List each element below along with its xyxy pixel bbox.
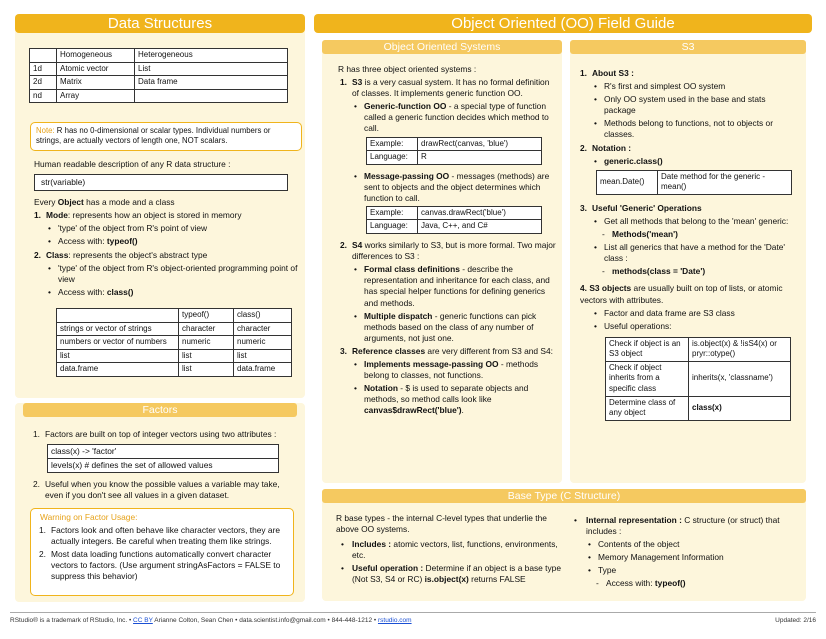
note-label: Note: — [36, 126, 55, 135]
base-type-panel — [322, 489, 806, 601]
str-code-box — [34, 174, 288, 191]
class-bullet-2: • Access with: class() — [48, 286, 134, 297]
includes-item: • Includes : atomic vectors, list, functions, environments, etc. — [341, 539, 558, 561]
note-text: R has no 0-dimensional or scalar types. Individual numbers or strings, are actually vectors of length one, NOT scalars. — [36, 126, 271, 146]
useful-code-1: - Methods('mean') — [602, 229, 678, 240]
ds-body — [34, 159, 299, 300]
formal-class-item: • Formal class definitions - describe the representation and inheritance for each class, and has special helper functions for defining generics and methods. — [354, 264, 550, 308]
useful-code-2: - methods(class = 'Date') — [602, 266, 706, 277]
notation-heading: 2. Notation : — [580, 142, 632, 153]
data-structures-header: Data Structures — [15, 14, 305, 33]
human-desc: Human readable description of any R data structure : — [34, 159, 231, 169]
implements-mp-item: • Implements message-passing OO - methods belong to classes, not functions. — [354, 358, 539, 381]
factors-header: Factors — [23, 403, 297, 417]
mode-bullet-2: • Access with: typeof() — [48, 236, 138, 247]
typeof-class-table: typeof() class() strings or vector of strings character character numbers or vector of numbers numeric numeric list list list data.frame list data.frame — [56, 308, 292, 377]
useful-operation-item: • Useful operation : Determine if an object is a base type (Not S3, S4 or RC) is.object(x) returns FALSE — [341, 563, 561, 585]
base-type-left — [336, 513, 566, 588]
factors-item-1: 1. Factors are built on top of integer vectors using two attributes : — [33, 429, 277, 439]
s3-item: 1. S3 is a very casual system. It has no formal definition of classes. It implements generic function OO. — [340, 77, 550, 99]
message-passing-item: • Message-passing OO - messages (methods) are sent to objects and the object determines which function to call. — [354, 170, 550, 203]
useful-bullet-1: • Get all methods that belong to the 'mean' generic: — [594, 215, 789, 226]
ds-dimension-table: Homogeneous Heterogeneous 1d Atomic vector List 2d Matrix Data frame nd Array — [29, 48, 288, 103]
about-bullet-1: • R's first and simplest OO system — [594, 81, 726, 92]
useful-operations-table: Check if object is an S3 object is.object(x) & !isS4(x) or pryr::otype() Check if object inherits from a specific class inherits(x, 'classname') Determine class of any object class(x) — [605, 337, 791, 421]
s3-body — [580, 66, 798, 421]
notation-bullet: • generic.class() — [594, 155, 663, 166]
internal-rep-item: • Internal representation : C structure (or struct) that includes : — [574, 515, 780, 537]
base-type-right — [574, 513, 800, 592]
notation-table: mean.Date() Date method for the generic - mean() — [596, 170, 792, 195]
footer-updated: Updated: 2/16 — [775, 617, 816, 624]
useful-bullet-2: • List all generics that have a method for the 'Date' class : — [594, 242, 786, 264]
oo-systems-panel — [322, 40, 562, 483]
internal-bullet-2: • Memory Management Information — [588, 552, 724, 563]
class-bullet-1: • 'type' of the object from R's object-oriented programming point of view — [48, 262, 298, 284]
cc-by-link[interactable]: CC BY — [133, 617, 153, 624]
footer-trademark: RStudio® is a trademark of RStudio, Inc. • — [10, 617, 134, 624]
rstudio-link[interactable]: rstudio.com — [377, 617, 412, 624]
notation-item: • Notation - $ is used to separate objects and methods, so method calls look like canvas$drawRect('blue'). — [354, 383, 529, 416]
reference-classes-item: 3. Reference classes are very different from S3 and S4: — [340, 345, 553, 356]
generic-function-table: Example: drawRect(canvas, 'blue') Language: R — [366, 137, 542, 165]
s3-header: S3 — [570, 40, 806, 54]
s3-objects-item: 4. S3 objects are usually built on top of lists, or atomic vectors with attributes. — [580, 283, 783, 305]
oo-field-guide-header: Object Oriented (OO) Field Guide — [314, 14, 812, 33]
mode-bullet-1: • 'type' of the object from R's point of view — [48, 223, 208, 234]
internal-sub-bullet: - Access with: typeof() — [596, 578, 686, 589]
warning-item-1: 1. Factors look and often behave like character vectors, they are actually integers. Be careful when treating them like strings. — [39, 525, 281, 547]
class-item: 2. Class: represents the object's abstract type — [34, 249, 208, 260]
s3-objects-bullet-2: • Useful operations: — [594, 320, 672, 331]
factor-code-1: class(x) -> 'factor' — [47, 444, 279, 459]
about-bullet-2: • Only OO system used in the base and stats package — [594, 94, 766, 116]
str-code: str(variable) — [41, 177, 86, 188]
footer-authors: Arianne Colton, Sean Chen • data.scientist.info@gmail.com • 844-448-1212 • — [152, 617, 378, 624]
about-bullet-3: • Methods belong to functions, not to objects or classes. — [594, 118, 774, 140]
oo-intro: R has three object oriented systems : — [338, 64, 477, 74]
oo-systems-body — [330, 64, 556, 418]
generic-function-item: • Generic-function OO - a special type of function called a generic function decides which method to call. — [354, 101, 549, 134]
oo-systems-header: Object Oriented Systems — [322, 40, 562, 54]
factors-panel — [15, 403, 305, 602]
ds-type-table-wrap — [29, 48, 288, 103]
s3-panel — [570, 40, 806, 483]
warning-item-2: 2. Most data loading functions automatically convert character vectors to factors. (Use argument stringAsFactors = FALSE to suppress this behavior) — [39, 549, 281, 582]
typeof-table-wrap — [56, 308, 292, 377]
message-passing-table: Example: canvas.drawRect('blue') Language: Java, C++, and C# — [366, 206, 542, 234]
base-type-header: Base Type (C Structure) — [322, 489, 806, 503]
warning-title: Warning on Factor Usage: — [40, 512, 138, 522]
footer — [10, 612, 816, 626]
data-structures-panel — [15, 14, 305, 398]
multiple-dispatch-item: • Multiple dispatch - generic functions can pick methods based on the class of any number of arguments, not just one. — [354, 310, 537, 343]
internal-bullet-3: • Type — [588, 565, 617, 576]
about-s3-heading: 1. About S3 : — [580, 68, 634, 78]
factor-warning-box — [30, 508, 294, 596]
factors-body — [33, 427, 299, 503]
s3-objects-bullet-1: • Factor and data frame are S3 class — [594, 307, 735, 318]
factor-code-box — [47, 444, 279, 473]
base-intro: R base types - the internal C-level types that underlie the above OO systems. — [336, 513, 547, 535]
factor-code-2: levels(x) # defines the set of allowed values — [47, 459, 279, 473]
mode-item: 1. Mode: represents how an object is stored in memory — [34, 210, 242, 221]
s4-item: 2. S4 works similarly to S3, but is more formal. Two major differences to S3 : — [340, 240, 556, 262]
ds-note-box — [30, 122, 302, 151]
every-object-line: Every Object has a mode and a class — [34, 197, 175, 208]
internal-bullet-1: • Contents of the object — [588, 539, 680, 550]
useful-ops-heading: 3. Useful 'Generic' Operations — [580, 202, 702, 213]
factors-item-2: 2. Useful when you know the possible values a variable may take, even if you don't see all values in a given dataset. — [33, 479, 280, 501]
